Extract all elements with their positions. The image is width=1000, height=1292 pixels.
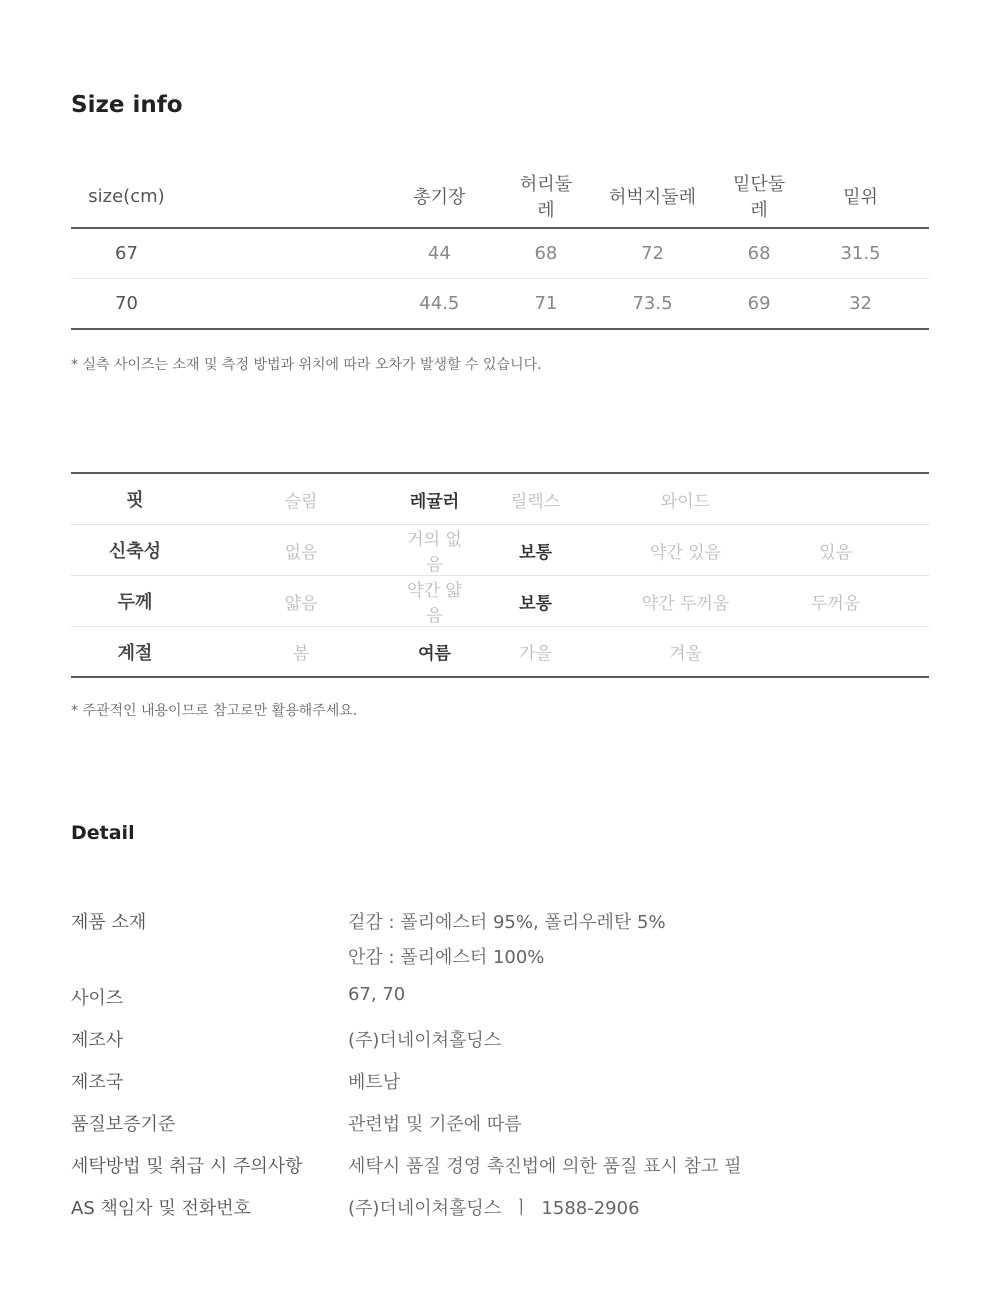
thickness-option: 약간 두꺼움 (641, 593, 730, 614)
detail-value-size: 67, 70 (348, 984, 406, 1005)
fit-row (71, 474, 929, 525)
total-length-value: 44 (427, 243, 451, 264)
season-option: 봄 (292, 644, 310, 664)
header-total-length: 총기장 (413, 187, 466, 208)
thickness-option: 얇음 (284, 593, 318, 614)
size-table-header (71, 165, 929, 229)
thickness-option: 약간 얇음 (407, 581, 462, 626)
thickness-option-selected: 보통 (519, 593, 552, 614)
thigh-value: 73.5 (632, 293, 673, 314)
stretch-option-selected: 보통 (519, 542, 552, 563)
detail-value-quality: 관련법 및 기준에 따름 (348, 1114, 522, 1135)
total-length-value: 44.5 (419, 293, 460, 314)
detail-label-country: 제조국 (71, 1072, 124, 1093)
stretch-option: 거의 없음 (407, 530, 462, 575)
stretch-option: 없음 (284, 542, 318, 563)
hem-value: 69 (747, 293, 771, 314)
table-row (71, 229, 929, 279)
season-label: 계절 (117, 642, 153, 664)
fit-table (71, 472, 929, 678)
header-size: size(cm) (88, 185, 165, 207)
stretch-option: 약간 있음 (649, 542, 722, 563)
season-option: 가을 (519, 644, 552, 664)
fit-option: 릴렉스 (510, 491, 561, 512)
detail-title: Detail (71, 822, 135, 844)
size-info-title: Size info (71, 92, 183, 118)
rise-value: 32 (849, 293, 872, 314)
fit-label: 핏 (126, 490, 144, 511)
thickness-option: 두꺼움 (810, 593, 861, 614)
thigh-value: 72 (641, 243, 664, 264)
season-option-selected: 여름 (418, 644, 451, 664)
thickness-label: 두께 (117, 592, 153, 613)
detail-label-size: 사이즈 (71, 988, 124, 1009)
size-note: * 실측 사이즈는 소재 및 측정 방법과 위치에 따라 오차가 발생할 수 있습니다. (71, 357, 542, 373)
header-rise: 밑위 (843, 187, 878, 208)
detail-value-manufacturer: (주)더네이쳐홀딩스 (348, 1030, 502, 1051)
thickness-row (71, 576, 929, 627)
detail-label-as: AS 책임자 및 전화번호 (71, 1198, 252, 1219)
detail-label-quality: 품질보증기준 (71, 1114, 176, 1135)
waist-value: 68 (534, 243, 558, 264)
stretch-option: 있음 (819, 542, 852, 563)
waist-value: 71 (534, 293, 558, 314)
rise-value: 31.5 (840, 243, 881, 264)
fit-note: * 주관적인 내용이므로 참고로만 활용해주세요. (71, 703, 358, 719)
detail-label-material: 제품 소재 (71, 912, 147, 933)
table-row (71, 279, 929, 330)
detail-label-manufacturer: 제조사 (71, 1030, 124, 1051)
fit-option: 슬림 (284, 491, 318, 512)
detail-value-outer: 겉감 : 폴리에스터 95%, 폴리우레탄 5% (348, 912, 666, 933)
header-thigh: 허벅지둘레 (609, 187, 696, 208)
header-hem: 밑단둘레 (733, 174, 786, 221)
size-table (71, 165, 929, 330)
stretch-row (71, 525, 929, 576)
size-value: 67 (115, 243, 138, 264)
fit-option-selected: 레귤러 (409, 491, 460, 512)
stretch-label: 신축성 (108, 541, 162, 562)
size-value: 70 (115, 293, 138, 314)
fit-option: 와이드 (660, 491, 711, 512)
season-option: 겨울 (669, 644, 702, 664)
detail-label-care: 세탁방법 및 취급 시 주의사항 (71, 1156, 303, 1177)
detail-value-lining: 안감 : 폴리에스터 100% (348, 947, 545, 968)
detail-value-as: (주)더네이쳐홀딩스 ㅣ 1588-2906 (348, 1198, 640, 1219)
detail-value-care: 세탁시 품질 경영 촉진법에 의한 품질 표시 참고 필 (348, 1156, 742, 1177)
hem-value: 68 (747, 243, 771, 264)
header-waist: 허리둘레 (519, 174, 573, 221)
season-row (71, 627, 929, 678)
detail-value-country: 베트남 (348, 1072, 401, 1093)
